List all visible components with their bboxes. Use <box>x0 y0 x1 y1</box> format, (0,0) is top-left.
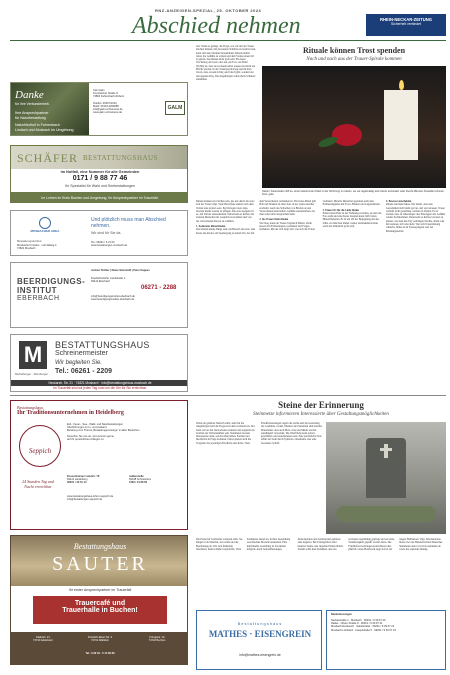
ad-mosbacher <box>10 210 188 256</box>
sauter-head: Bestattungshaus <box>73 542 127 551</box>
sauter-loc2-block <box>72 636 128 642</box>
mathes-row: Mosbach-Lohrbach · Hauptstraße 5 · 06261 / 9 39 67 23 <box>331 628 396 632</box>
danke-tag: für Ihre Verbundenheit. <box>15 102 50 106</box>
bi-phone[interactable]: 06271 - 2288 <box>141 285 177 291</box>
bi-people: Jochen Flühler | Diane Steinmüll | Peter Kappes <box>91 269 150 272</box>
article2-title: Steine der Erinnerung <box>278 400 364 410</box>
mo-addr <box>17 244 87 250</box>
danke-line2: für Naturbestattung <box>15 116 46 120</box>
article1-photo <box>262 66 446 188</box>
danke-mail[interactable]: info@galm-schreinerei.de <box>93 108 123 112</box>
seppich-addr2: 69121 Heidelberg <box>67 478 88 482</box>
article1-box <box>386 200 446 390</box>
danke-city: 74864 Fahrenbach-Robern <box>93 95 125 99</box>
sauter-loc1b: 74740 Adelsheim <box>33 639 53 643</box>
article1-body-text: Rituale können ein Zeichen sein, das uns durch die erste Zeit der Trauer trägt. Viele Betroffene spüren nach dem Verlust eine große Leere. Psychologen raten dazu, bewusst kleine Gesten zu pflegen. Die erste Aufgabe ist es, den Verlust anzuerkennen. Dabei kann es helfen, mit anderen Menschen ins Gespräch zu kommen und von der verstorbenen Person zu erzählen. 1. Konkretes Ritual finden Das können kleine Dinge sein: ein Besuch am Grab, eine Kerze am Abend, ein Spaziergang an einem Ort, der mit dem Verstorbenen verbunden ist. Ein festes Ritual gibt Halt und Struktur in einer Zeit, in der vieles unsicher erscheint. Auch das Schreiben von Briefen an den Verstorbenen kann helfen, Gefühle auszudrücken, die man sonst nicht aussprechen kann. 2. Ins Trauer-Doku finden Wer mag, kann ein Trauer-Tagebuch führen. Darin lassen sich Erinnerungen, Gedanken und Fragen festhalten. Mit der Zeit zeigt sich, wie sich die Trauer verändert. Manche Menschen gestalten auch eine Erinnerungskiste mit Fotos, Briefen und Gegenständen. 3. Einen Ort für die Liebe finden Einen festen Platz in der Wohnung zu haben, an dem ein Foto steht und eine Kerze brennen kann, hilft vielen Hinterbliebenen. Es ist ein Ort der Begegnung und der Stille, zu dem man immer wieder zurückkehren kann, wenn die Sehnsucht groß wird. <box>196 200 382 235</box>
candle-icon <box>384 90 418 160</box>
mo-sub: Bestattungsinstitut <box>17 239 42 243</box>
schaefer-type: BESTATTUNGSHAUS <box>83 154 159 162</box>
ad-seppich <box>10 400 188 530</box>
ad-beerdigungsinstitut <box>10 262 188 328</box>
danke-mobile: Mobil: 0151/14450088 <box>93 104 119 108</box>
seppich-head1: Bestattungshaus <box>17 405 43 410</box>
gravestone-cross-icon <box>384 444 388 458</box>
mathes-row: Neckarstraße 1 · Mosbach · 06261 / 9 39 67 20 <box>331 619 386 622</box>
leaf-icon <box>317 135 339 149</box>
section-rule <box>10 395 446 396</box>
bi-web <box>91 295 187 301</box>
sauter-box2: Trauerhalle in Buchen! <box>62 607 138 614</box>
gravestone-cross-bar <box>380 448 392 451</box>
danke-street: Krumbacher Straße 9 <box>93 92 118 96</box>
mathes-type: Bestattungshaus <box>237 621 283 626</box>
article1-sub3: 3. Einen Ort für die Liebe finden <box>322 208 359 212</box>
schaefer-name: SCHÄFER <box>17 151 79 165</box>
seppich-hours: 24 Stunden Tag und Nacht erreichbar <box>22 479 54 489</box>
seppich-b4: Sprechen Sie uns an, wir kommen gerne <box>67 434 114 438</box>
seppich-tel1[interactable]: 06221 / 40 51 14 <box>67 481 87 485</box>
m-logo: M <box>19 341 47 369</box>
article1-col1 <box>196 45 256 185</box>
sauter-loc3b: 74722 Buchen <box>148 639 166 643</box>
mo-web[interactable]: www.bestattungen-mosbach.de <box>91 244 128 248</box>
seppich-addr4: 69198 Schriesheim <box>129 478 152 482</box>
sauter-loc1-block <box>15 636 71 642</box>
seppich-addr1: Dossenheimer Landstr. 79 <box>67 475 100 478</box>
mathes-row: Mosbach-Neckarelz · Sattelstraße · 06261 / 9 39 67 22 <box>331 625 395 629</box>
m-addr: Neckarstr. Str. 21 · 74821 Mosbach · info@bestattungshaus-mosbach.de <box>11 380 188 386</box>
danke-line4: Lindach und Mosbach im Umgebung <box>15 128 74 132</box>
danke-title: Danke <box>15 89 44 101</box>
seppich-webaddr[interactable]: www.bestattungshaus-lohrer-seppich.de <box>67 495 114 498</box>
m-small: Michelberger · Mörsberger <box>15 372 48 376</box>
bi-mail[interactable]: info@beerdigungsinstitut-eberbach.de <box>91 295 135 298</box>
brand-logo <box>366 14 446 36</box>
mo-tel[interactable]: Tel.: 06261 / 6 21 00 <box>91 241 115 244</box>
article2-text-b: Die Preise für Grabsteine variieren stark. Sie hängen vom Material, der Größe und der Bearbeitung ab. Wer sich frühzeitig informiert, kann in Ruhe vergleichen. Viele Steinmetze bieten an, in ihrer Ausstellung verschiedene Modelle anzusehen. Eine individuelle Gestaltung ist fast immer möglich. Auch Grabeinfassungen, Abdeckplatten und Grablaternen gehören zum Angebot. Bei Urnengräbern sind kleinere Steine oder liegende Platten üblich. Zudem sollte man bedenken, dass ein Grabstein regelmäßig gepflegt und auf seine Standfestigkeit geprüft werden muss. Die Friedhofsverwaltungen kontrollieren dies jährlich. Gutes Handwerk zeigt sich in der langen Haltbarkeit. Tipp: Informationen bietet etwa der Bundesverband Deutscher Steinmetze unter www.biv-steinmetz.de sowie die regionale Innung. <box>196 538 443 551</box>
schaefer-phone[interactable]: 0171 / 9 88 77 46 <box>72 175 128 182</box>
article1-text-a: dort. Wenn es gelingt, die Frage, was wir mit der Trauer machen können, mit bewussten Schritten zu beantworten, kann sich eine Struktur herausbilden. Rituale helfen dabei, die Gefühle zu ordnen und dem Verlust einen Ort zu geben. Sie müssen nicht groß sein: Ein fester Wochentag am Grab, ein Lied, ein Foto, ein Brief. Wichtig ist, dass sie zu einem selbst passen und nicht zur Pflicht werden. In der Trauerpsychologie spricht man davon, dass es kein richtig oder falsch gibt, sondern nur den eigenen Weg. Die Angehörigen sollen ihren Schmerz annehmen. <box>196 45 256 81</box>
article1-subtitle: Nach und nach aus der Trauer-Spirale kommen <box>306 57 402 62</box>
sauter-loc1: Marktstr. 21 <box>36 636 50 639</box>
seppich-web <box>67 495 185 501</box>
sauter-tel[interactable]: Tel.: 0 62 91 - 5 14 00 66 <box>85 652 115 655</box>
seppich-logo-text: Seppich <box>28 447 52 455</box>
bi-text2: 69412 Eberbach <box>91 280 111 284</box>
gravestone-photo <box>326 422 446 534</box>
seppich-b2: Überführungen im In- und Ausland <box>67 426 107 430</box>
article2-subtitle: Steinmetze informieren Interessierte über Gestaltungsmöglichkeiten <box>253 412 389 417</box>
seppich-logo <box>19 425 61 467</box>
ad-mathes <box>326 610 446 670</box>
mathes-row: Dallau · Obere Straße 8 · 06261 / 9 39 67 21 <box>331 622 383 626</box>
seppich-mail[interactable]: info@bestattungen-seppich.de <box>67 498 103 502</box>
mo-addr1: Mosbacher Frieden · Lohrtalweg 4 <box>17 244 57 247</box>
rose-icon <box>332 124 362 146</box>
sauter-footer <box>11 632 188 665</box>
seppich-addr <box>67 475 125 485</box>
seppich-addr-b <box>129 475 187 485</box>
article2-text-a: Wenn ein geliebter Mensch stirbt, steht für die Angehörigen bald die Frage nach dem Grabstein an. Der Stein soll an den Verstorbenen erinnern und zugleich ein Zeichen der Verbundenheit sein. Steinmetze beraten Interessierte dazu, welche Materialien, Formen und Inschriften in Frage kommen. Dabei spielen auch die Vorgaben des jeweiligen Friedhofs eine Rolle. Viele Friedhofssatzungen regeln die Größe und die Gestaltung der Grabmale. Granit, Marmor und Sandstein sind beliebte Materialien, aber auch Holz, Glas und Metall werden zunehmend verwendet. Die Oberfläche kann poliert, geschliffen oder naturbelassen sein. Eine persönliche Note erhält der Stein durch Symbole, Ornamente oder eine besondere Schrift. <box>196 422 322 445</box>
header-edition: RNZ-ANZEIGEN-SPEZIAL, 25. OKTOBER 2024 <box>155 8 262 13</box>
brand-sub: Sicherheit verbindet <box>391 22 421 26</box>
seppich-b1: Erd-, Feuer-, See-, Wald- und Naturbestattungen <box>67 423 124 426</box>
bi-webaddr[interactable]: www.beerdigungsinstitut-eberbach.de <box>91 298 135 302</box>
mo-contact <box>91 241 185 247</box>
ad-danke <box>10 82 188 136</box>
sauter-loc2: Friedrich-Ebert-Str. 3 <box>87 636 113 639</box>
bi-l3: EBERBACH <box>17 295 60 302</box>
sauter-name: SAUTER <box>52 553 148 575</box>
sauter-tag: Ihr erster Ansprechpartner im Trauerfall <box>68 588 132 592</box>
schaefer-bottom: Im Lohren im Kreis Buchen und Umgebung. Ihr Ansprechpartner im Trauerfall. <box>11 192 188 203</box>
danke-line1: Ihre Ansprechpartner <box>15 111 49 115</box>
article1-sub1: 1. Konkretes Ritual finden <box>196 225 226 229</box>
seppich-b3: Beratung zum Thema „Bestattungsvorsorge" in allen Bereichen <box>67 429 140 433</box>
seppich-head2: Ihr Traditionsunternehmen in Heidelberg <box>17 410 124 416</box>
article1-caption: Neben Trauerreden hilft es, einen bestimmten Platz in der Wohnung zu haben, wo sie regelmäßig eine Kerze anzünden oder frische Blumen hinstellen können. Foto: gala <box>262 190 445 197</box>
article1-sub2: 2. Ins Trauer-Doku finden <box>259 218 289 222</box>
article1-box-text: Rituale sind kein Muss. Wer merkt, dass eine Gewohnheit nicht mehr gut tut, darf sie loslassen. Trauer verläuft nicht geradlinig, sondern in Wellen. Es ist normal, dass an Jahrestagen oder Feiertagen alte Gefühle wieder hochkommen. Dann kann es helfen, bewusst zu planen, wie man den Tag verbringen möchte, allein oder mit anderen, still oder aktiv. Wer sich Unterstützung wünscht, findet sie in Trauergruppen oder bei Beratungsstellen. <box>386 203 446 233</box>
schaefer-phone-line: Im Notfall, eine Nummer für alle Gemeinden <box>60 170 140 174</box>
article1-box-head: 4. Bewusst entscheiden <box>386 200 412 203</box>
m-tel[interactable]: Tel.: 06261 - 2209 <box>55 368 113 375</box>
m-title: BESTATTUNGSHAUS <box>55 340 150 350</box>
danke-web[interactable]: www.galm-schreinerei.de <box>93 111 122 115</box>
article2-body-bottom <box>196 538 446 608</box>
m-sub: Schreinermeister <box>55 350 108 357</box>
article1-head-block <box>262 46 446 196</box>
schaefer-tag: Ihr Spezialist für Wald und Seebestattungen <box>65 184 135 188</box>
bi-wordmark <box>17 277 87 302</box>
mathes-rows <box>331 619 443 632</box>
mathes-head: Niederlassungen <box>331 613 352 616</box>
mo-addr2: 74821 Mosbach <box>17 247 36 251</box>
flowers-icon <box>336 506 436 522</box>
sauter-loc2b: 74731 Walldürn <box>90 639 110 643</box>
ad-schaefer <box>10 145 188 203</box>
mo-org: MOSBACHER AREA <box>30 229 60 233</box>
article2-body-left <box>196 422 322 534</box>
danke-name: Udo Galm <box>93 89 105 92</box>
m-foot: Im Trauerfall sind wir jeden Tag rund um die Uhr für Sie erreichbar. <box>53 386 147 390</box>
mo-note: Wir sind für Sie da. <box>91 231 122 235</box>
danke-contact <box>93 89 161 114</box>
danke-tel: Telefon: 06267/1230 <box>93 101 117 105</box>
bi-l1: BEERDIGUNGS- <box>17 277 86 286</box>
seppich-bullets <box>67 423 185 441</box>
ad-sauter <box>10 535 188 665</box>
flame-icon <box>399 80 404 90</box>
header-rule <box>10 40 446 41</box>
bi-addr <box>91 277 151 283</box>
bi-text1: Friedrichsdorfer Landstraße 1 <box>91 277 126 280</box>
sauter-box1: Trauercafé und <box>74 600 126 607</box>
seppich-tel2[interactable]: 0162 / 44 88 00 <box>129 481 148 485</box>
sauter-loc3: Königsstr. 10 <box>149 636 165 639</box>
bi-l2: INSTITUT <box>17 286 57 295</box>
ad-bestattungshaus-m <box>10 334 188 392</box>
mo-logo <box>17 217 73 237</box>
mathes-web[interactable]: info@mathes-eisengrein.de <box>239 653 281 657</box>
brand-name: RHEIN-NECKAR-ZEITUNG <box>379 17 433 22</box>
galm-logo: GALM <box>165 101 185 115</box>
mo-heading: Und plötzlich muss man Abschied nehmen. <box>91 217 166 229</box>
danke-line3: Naturfriedhof in Fahrenbach <box>15 123 60 127</box>
seppich-b5: auf Ihr persönliches Anliegen zu <box>67 437 104 441</box>
mathes-name: MATHES · EISENGREIN <box>208 629 312 639</box>
m-tag: Wir begleiten Sie. <box>55 360 102 366</box>
seppich-addr3: Außenstelle <box>129 475 144 478</box>
article1-body <box>196 200 382 390</box>
sauter-loc3-block <box>129 636 185 642</box>
ad-mathes-banner <box>196 610 322 670</box>
article1-title: Rituale können Trost spenden <box>302 46 406 55</box>
page-title: Abschied nehmen <box>132 13 301 39</box>
sauter-box <box>33 596 167 624</box>
